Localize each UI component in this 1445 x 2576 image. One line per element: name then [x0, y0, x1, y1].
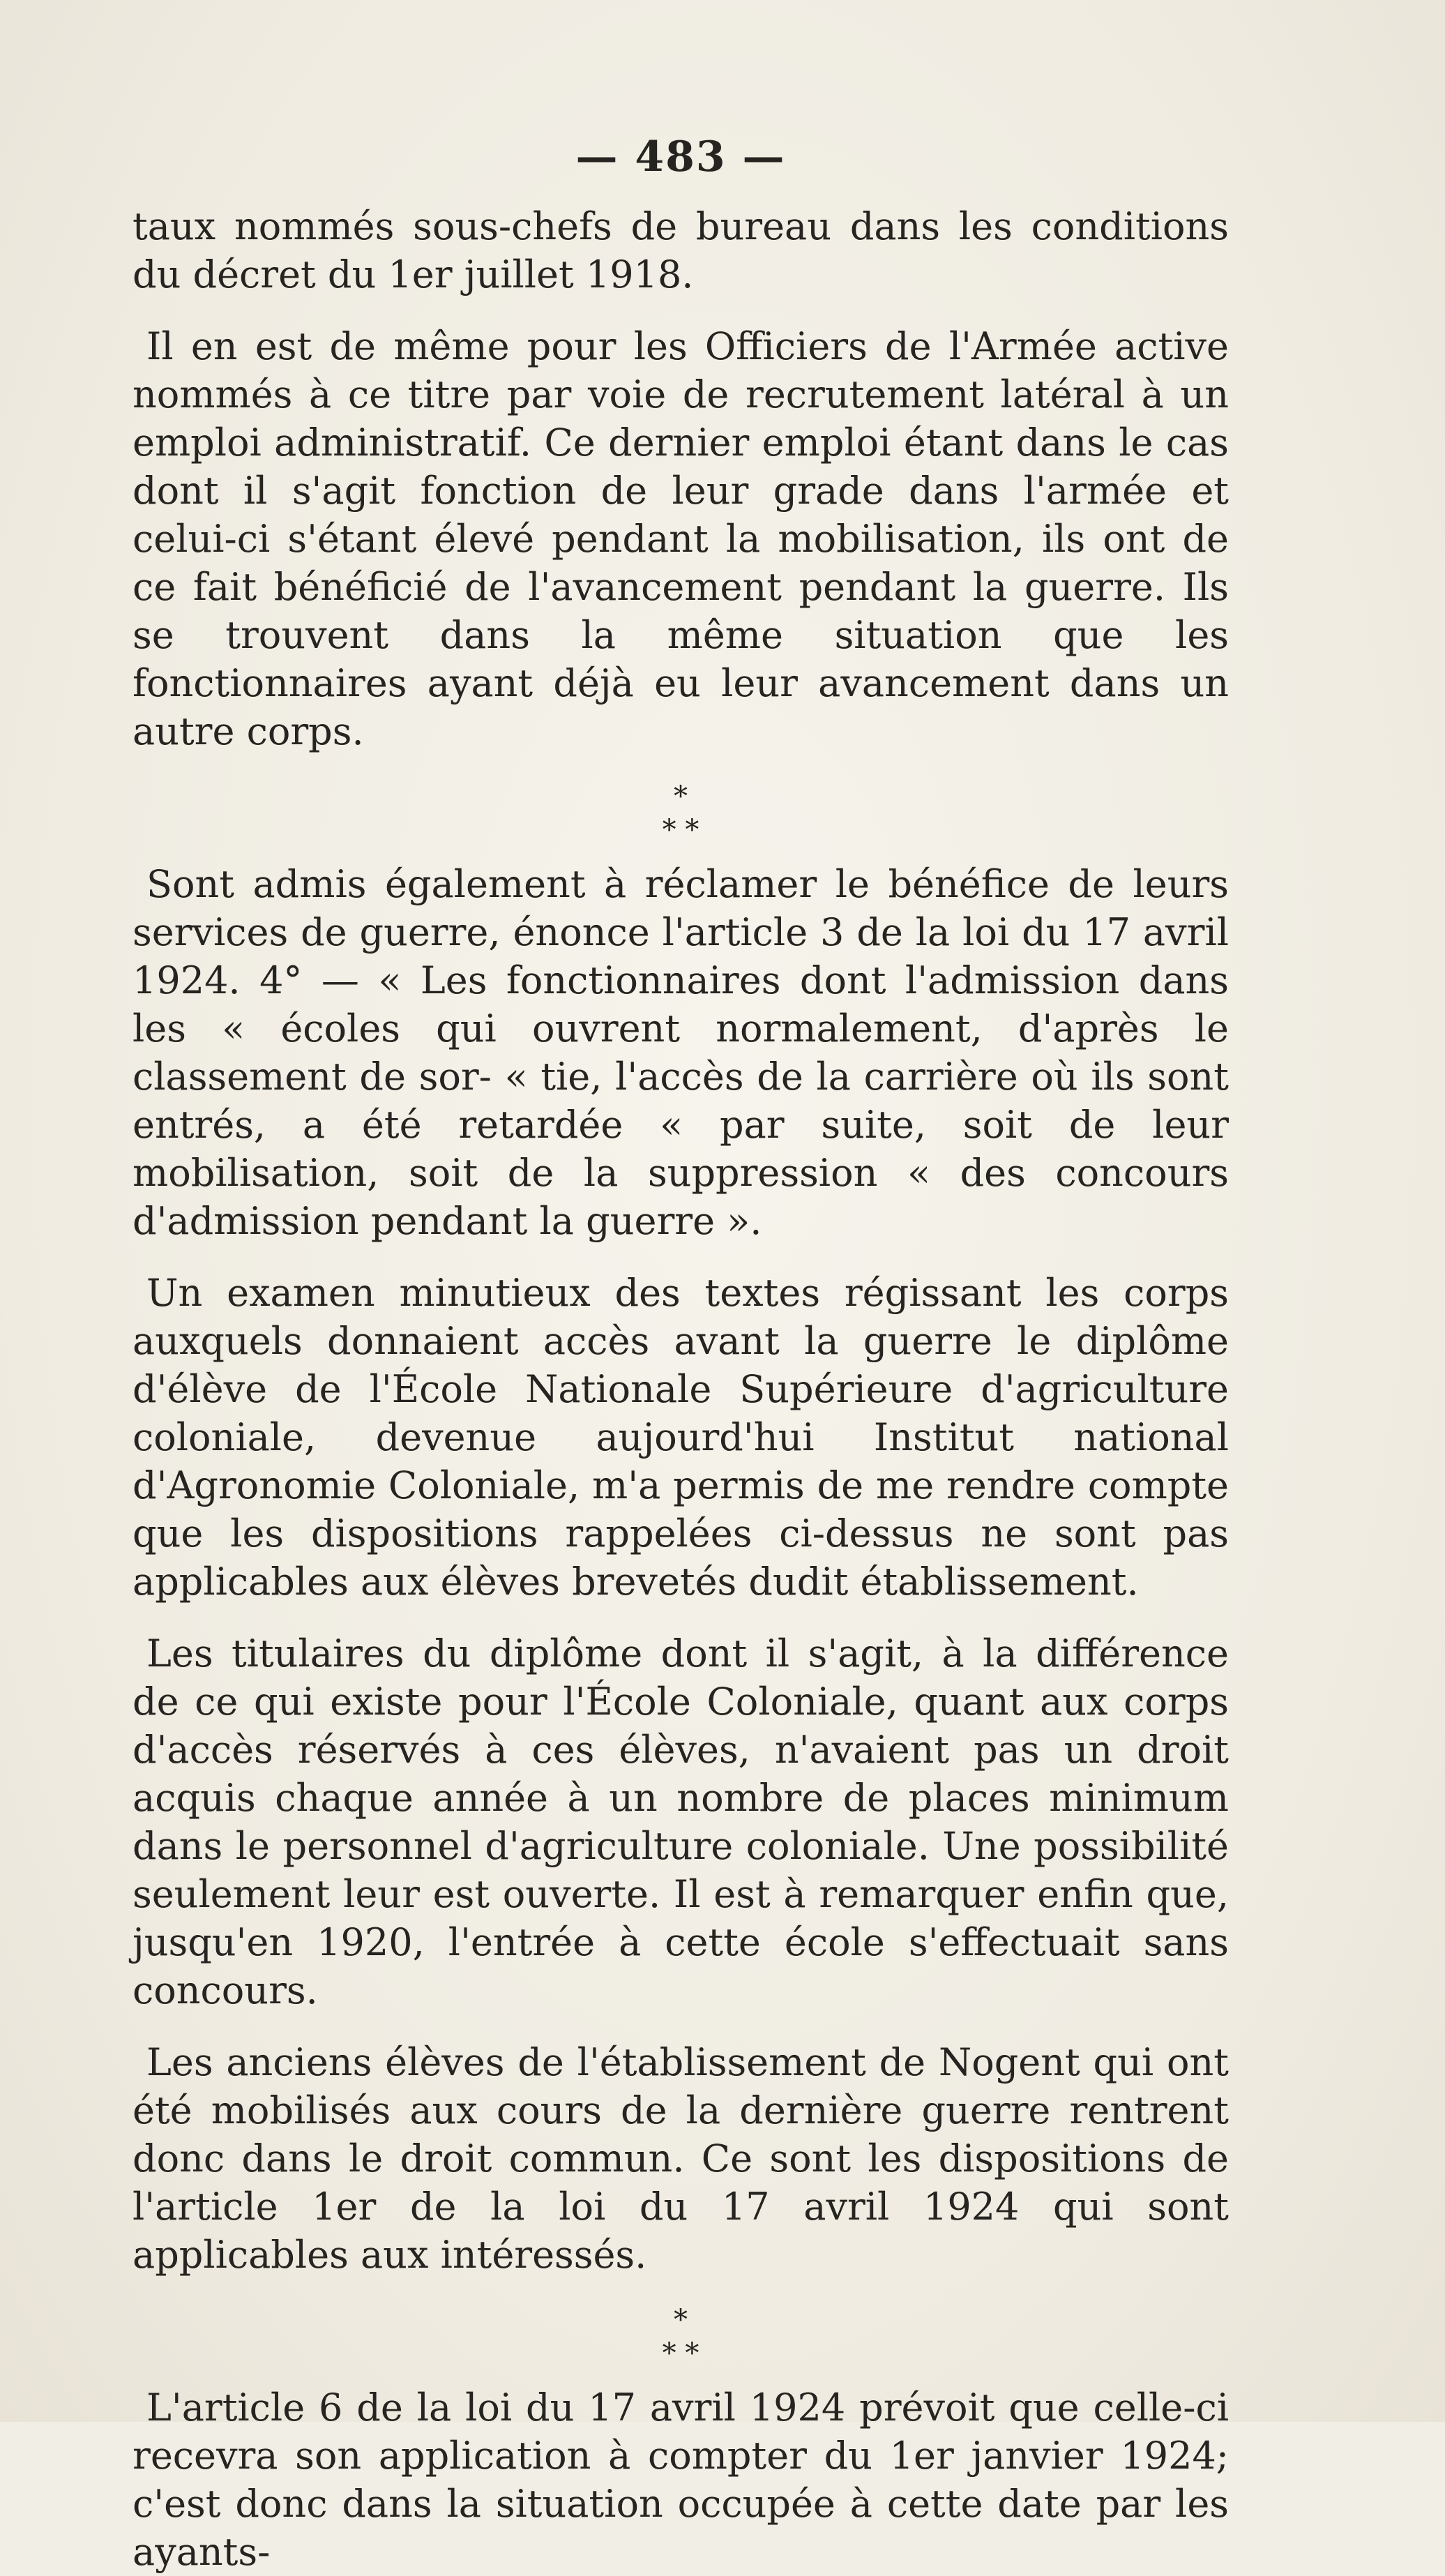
asterism-separator-1: [133, 779, 1229, 846]
paragraph-7: L'article 6 de la loi du 17 avril 1924 prévoit que celle-ci recevra son application à compter du 1er janvier 1924; c'est donc dans la situation occupée à cette date par les ayants-: [133, 2386, 1229, 2574]
paragraph-2: Il en est de même pour les Officiers de l'Armée active nommés à ce titre par voie de recrutement latéral à un emploi administratif. Ce dernier emploi étant dans le cas dont il s'agit fonction de leur grade dans l'armée et celui-ci s'étant élevé pendant la mobilisation, ils ont de ce fait bénéficié de l'avancement pendant la guerre. Ils se trouvent dans la même situation que les fonctionnaires ayant déjà eu leur avancement dans un autre corps.: [133, 324, 1229, 753]
asterism-bottom: * *: [662, 814, 699, 846]
page-number: — 483 —: [575, 133, 786, 181]
paragraph-6: Les anciens élèves de l'établissement de Nogent qui ont été mobilisés aux cours de la dernière guerre rentrent donc dans le droit commun. Ce sont les dispositions de l'article 1er de la loi du 17 avril 1924 qui sont applicables aux intéressés.: [133, 2040, 1229, 2277]
asterism-top: *: [674, 2304, 688, 2336]
paragraph-1: taux nommés sous-chefs de bureau dans les conditions du décret du 1er juillet 1918.: [133, 204, 1229, 296]
asterism-top: *: [674, 781, 688, 813]
paragraph-4: Un examen minutieux des textes régissant les corps auxquels donnaient accès avant la guerre le diplôme d'élève de l'École Nationale Supérieure d'agriculture coloniale, devenue aujourd'hui Institut national d'Agronomie Coloniale, m'a permis de me rendre compte que les dispositions rappelées ci-dessus ne sont pas applicables aux élèves brevetés dudit établissement.: [133, 1271, 1229, 1604]
asterism-separator-2: [133, 2303, 1229, 2370]
asterism-bottom: * *: [662, 2337, 699, 2370]
paragraph-5: Les titulaires du diplôme dont il s'agit, à la différence de ce qui existe pour l'École Coloniale, quant aux corps d'accès réservés à ces élèves, n'avaient pas un droit acquis chaque année à un nombre de places minimum dans le personnel d'agriculture coloniale. Une possibilité seulement leur est ouverte. Il est à remarquer enfin que, jusqu'en 1920, l'entrée à cette école s'effectuait sans concours.: [133, 1632, 1229, 2012]
paragraph-3: Sont admis également à réclamer le bénéfice de leurs services de guerre, énonce l'article 3 de la loi du 17 avril 1924. 4° — « Les fonctionnaires dont l'admission dans les « écoles qui ouvrent normalement, d'après le classement de sor- « tie, l'accès de la carrière où ils sont entrés, a été retardée « par suite, soit de leur mobilisation, soit de la suppression « des concours d'admission pendant la guerre ».: [133, 862, 1229, 1243]
